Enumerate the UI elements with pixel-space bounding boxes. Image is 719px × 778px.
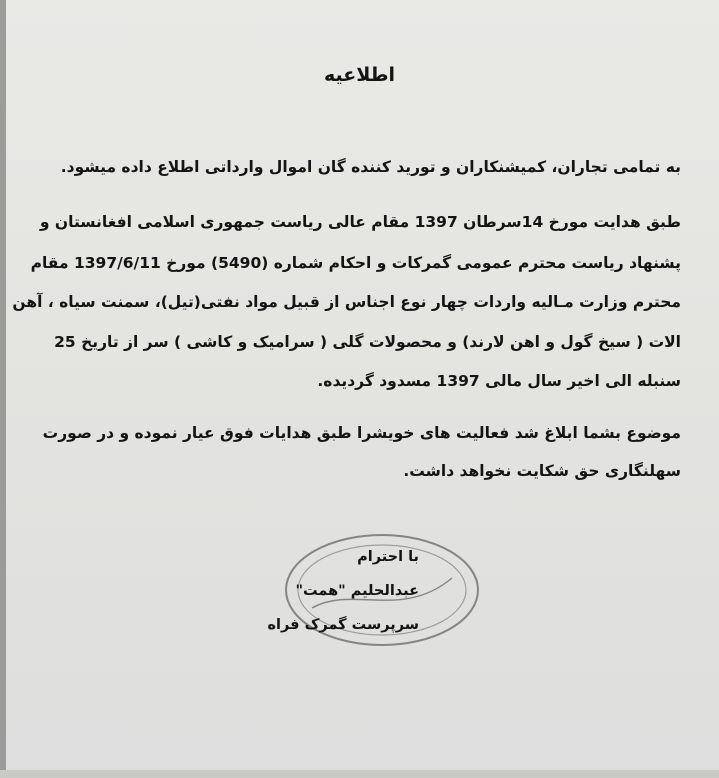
page-bottom-edge: [0, 770, 719, 778]
signature-name: عبدالحلیم "همت": [295, 583, 419, 599]
page-left-shadow: [0, 0, 6, 778]
signature-regards: با احترام: [357, 549, 419, 565]
body-line: پشنهاد ریاست محترم عمومی گمرکات و احکام شماره (5490) مورخ 1397/6/11 مقام: [30, 254, 681, 272]
signature-position: سرپرست گمرک فراه: [267, 617, 419, 633]
signature-block: [267, 540, 419, 642]
body-line: سنبله الی اخیر سال مالی 1397 مسدود گردیده.: [317, 372, 681, 390]
body-line: طبق هدایت مورخ 14سرطان 1397 مقام عالی ریاست جمهوری اسلامی افغانستان و: [39, 213, 681, 231]
closing-line: موضوع بشما ابلاغ شد فعالیت های خویشرا طبق هدایات فوق عیار نموده و در صورت: [42, 424, 681, 442]
closing-line: سهلنگاری حق شکایت نخواهد داشت.: [403, 462, 681, 480]
body-line: الات ( سیخ گول و اهن لارند) و محصولات گلی ( سرامیک و کاشی ) سر از تاریخ 25: [54, 333, 681, 351]
body-line: محترم وزارت مـالیه واردات چهار نوع اجناس از قبیل مواد نفتی(تیل)، سمنت سیاه ، آهن: [12, 293, 681, 311]
address-line: به تمامی تجاران، کمیشنکاران و تورید کننده گان اموال وارداتی اطلاع داده میشود.: [60, 158, 681, 176]
notice-title: اطلاعیه: [323, 64, 396, 86]
